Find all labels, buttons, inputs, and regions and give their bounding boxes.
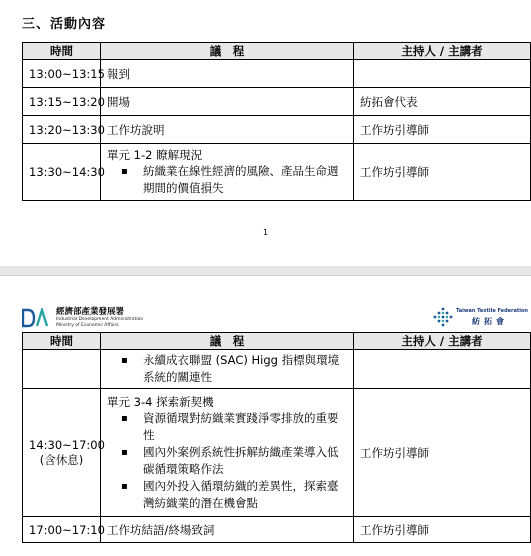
table-row [23,116,531,144]
table-row [23,60,531,88]
page-number: 1 [262,228,269,237]
host-cell: 工作坊引導師 [354,389,531,517]
ida-name-zh: 經濟部產業發展署 [56,307,125,317]
ida-name-en: Industrial Development Administration [56,317,144,322]
time-note: (含休息) [39,452,84,467]
unit-title: 單元 1-2 瞭解現況 [107,148,203,162]
agenda-bullet-list [107,352,347,386]
table-row [23,350,531,389]
table-header-row [23,43,531,60]
section-title: 三、活動內容 [22,17,107,32]
time-cell [23,350,101,389]
agenda-bullet: ▪ 國內外案例系統性拆解紡織產業導入低碳循環策略作法 [121,444,347,478]
agenda-bullet-list [107,410,347,512]
host-cell: 工作坊引導師 [354,144,531,201]
ttf-name-zh: 紡拓會 [472,317,508,326]
agenda-table [22,42,531,201]
agenda-bullet-list [107,163,347,197]
agenda-cell: 工作坊說明 [101,116,354,144]
header-time: 時間 [23,43,101,60]
document-page-2 [0,275,531,556]
ttf-logo-mark-icon [432,306,454,328]
header-time: 時間 [23,333,101,350]
agenda-cell: 報到 [101,60,354,88]
ttf-name-en: Taiwan Textile Federation [456,308,528,314]
time-cell: 13:00~13:15 [23,60,101,88]
table-row [23,88,531,116]
header-host: 主持人 / 主講者 [354,333,531,350]
header-host: 主持人 / 主講者 [354,43,531,60]
header-agenda: 議 程 [101,43,354,60]
table-header-row [23,333,531,350]
agenda-bullet: ▪ 國內外投入循環紡織的差異性，探索臺灣紡織業的潛在機會點 [121,478,347,512]
time-range: 14:30~17:00 [29,437,105,452]
header-agenda: 議 程 [101,333,354,350]
time-cell: 17:00~17:10 [23,517,101,543]
agenda-cell [101,389,354,517]
table-row [23,389,531,517]
host-cell: 紡拓會代表 [354,88,531,116]
agenda-bullet: ▪ 資源循環對紡織業實踐淨零排放的重要性 [121,410,347,444]
host-cell: 工作坊引導師 [354,116,531,144]
time-cell: 13:30~14:30 [23,144,101,201]
ida-ministry-en: Ministry of Economic Affairs [56,322,119,328]
host-cell [354,60,531,88]
agenda-bullet: ▪ 永續成衣聯盟 (SAC) Higg 指標與環境系統的關連性 [121,352,347,386]
time-cell [23,389,105,517]
agenda-cell [101,350,354,389]
ttf-logo [432,306,528,330]
time-cell: 13:15~13:20 [23,88,101,116]
ida-logo-mark-icon [22,308,48,328]
time-cell: 13:20~13:30 [23,116,101,144]
agenda-bullet: ▪ 紡織業在線性經濟的風險、產品生命週期間的價值損失 [121,163,347,197]
agenda-cell [101,144,354,201]
agenda-cell: 開場 [101,88,354,116]
table-row [23,144,531,201]
table-row [23,517,531,543]
host-cell: 工作坊引導師 [354,517,531,543]
agenda-cell: 工作坊結語/終場致詞 [101,517,354,543]
agenda-table-continued [22,332,531,543]
host-cell [354,350,531,389]
unit-title: 單元 3-4 探索新契機 [107,394,214,409]
document-page-1 [0,0,531,266]
